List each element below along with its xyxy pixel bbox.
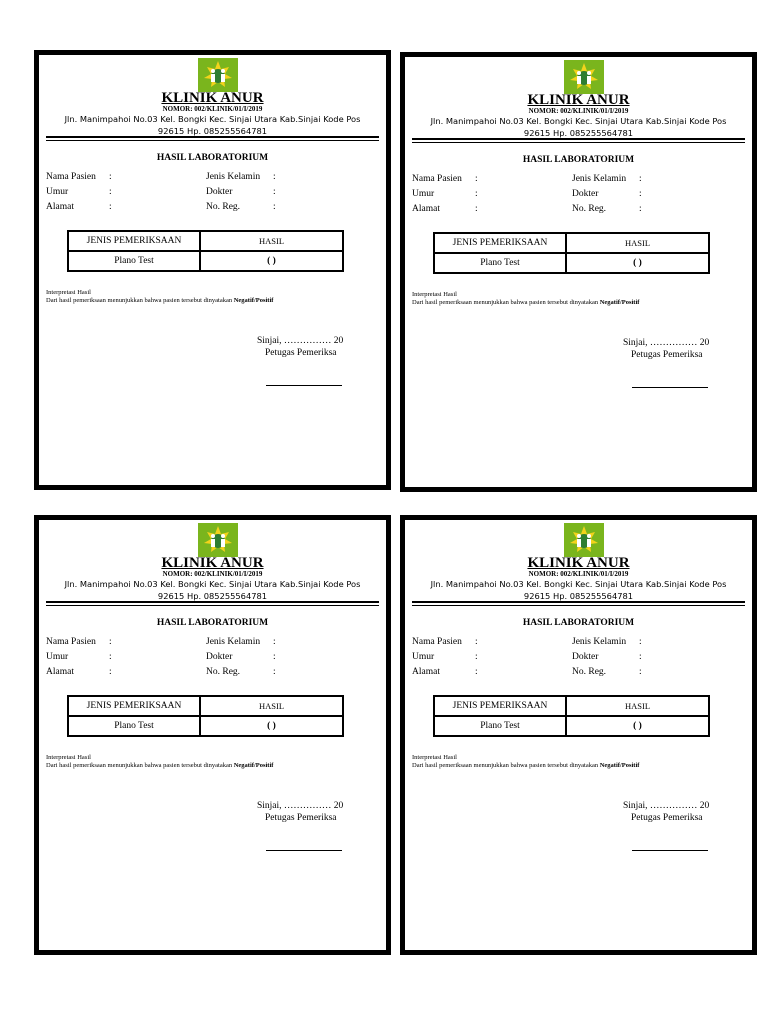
signature-line bbox=[632, 387, 708, 388]
clinic-logo-icon bbox=[564, 523, 604, 557]
clinic-address bbox=[45, 113, 380, 137]
colon-alamat: : bbox=[475, 667, 478, 677]
lab-result-card bbox=[400, 52, 757, 492]
interpretation-sentence bbox=[412, 299, 639, 307]
table-header-row bbox=[68, 231, 343, 251]
label-jenis-kelamin: Jenis Kelamin bbox=[572, 174, 627, 184]
signature-line bbox=[266, 385, 342, 386]
interpretation-result: Negatif/Positif bbox=[599, 299, 640, 306]
exam-table bbox=[433, 695, 710, 737]
clinic-name: KLINIK ANUR bbox=[527, 555, 630, 571]
report-heading: HASIL LABORATORIUM bbox=[156, 618, 269, 628]
colon-dokter: : bbox=[273, 187, 276, 197]
interpretation-label: Interpretasi Hasil bbox=[46, 754, 91, 761]
address-line-1: Jln. Manimpahoi No.03 Kel. Bongki Kec. Sinjai Utara Kab.Sinjai Kode Pos bbox=[430, 116, 727, 126]
header-hasil: HASIL bbox=[566, 696, 709, 716]
document-number: NOMOR: 002/KLINIK/01/I/2019 bbox=[162, 105, 263, 113]
address-line-1: Jln. Manimpahoi No.03 Kel. Bongki Kec. Sinjai Utara Kab.Sinjai Kode Pos bbox=[64, 579, 361, 589]
header-jenis-pemeriksaan: JENIS PEMERIKSAAN bbox=[434, 233, 566, 253]
header-jenis-pemeriksaan: JENIS PEMERIKSAAN bbox=[434, 696, 566, 716]
label-alamat: Alamat bbox=[412, 667, 440, 677]
label-dokter: Dokter bbox=[572, 189, 599, 199]
interpretation-block bbox=[46, 289, 273, 305]
header-divider-thick bbox=[412, 601, 745, 603]
header-divider-thick bbox=[412, 138, 745, 140]
signature-line bbox=[266, 850, 342, 851]
table-row bbox=[434, 253, 709, 273]
colon-no-reg: : bbox=[273, 202, 276, 212]
test-name-cell: Plano Test bbox=[434, 253, 566, 273]
test-result-cell: ( ) bbox=[566, 253, 709, 273]
label-nama-pasien: Nama Pasien bbox=[46, 172, 96, 182]
colon-alamat: : bbox=[109, 667, 112, 677]
document-number: NOMOR: 002/KLINIK/01/I/2019 bbox=[528, 107, 629, 115]
colon-no-reg: : bbox=[273, 667, 276, 677]
address-line-2: 92615 Hp. 085255564781 bbox=[523, 591, 634, 601]
clinic-logo-icon bbox=[198, 58, 238, 92]
interpretation-text: Dari hasil pemeriksaan menunjukkan bahwa pasien tersebut dinyatakan bbox=[46, 297, 234, 304]
interpretation-result: Negatif/Positif bbox=[599, 762, 640, 769]
label-no-reg: No. Reg. bbox=[206, 667, 241, 677]
header-divider-thick bbox=[46, 601, 379, 603]
clinic-name: KLINIK ANUR bbox=[161, 90, 264, 106]
header-hasil: HASIL bbox=[200, 231, 343, 251]
colon-dokter: : bbox=[273, 652, 276, 662]
officer-label: Petugas Pemeriksa bbox=[265, 813, 337, 823]
label-jenis-kelamin: Jenis Kelamin bbox=[572, 637, 627, 647]
header-divider-thin bbox=[412, 605, 745, 606]
colon-jenis-kelamin: : bbox=[273, 637, 276, 647]
table-row bbox=[434, 716, 709, 736]
report-heading: HASIL LABORATORIUM bbox=[522, 618, 635, 628]
label-no-reg: No. Reg. bbox=[206, 202, 241, 212]
header-divider-thin bbox=[46, 605, 379, 606]
sign-place-date: Sinjai, …………… 20 bbox=[257, 336, 344, 346]
interpretation-sentence bbox=[46, 762, 273, 770]
address-line-2: 92615 Hp. 085255564781 bbox=[523, 128, 634, 138]
clinic-logo-icon bbox=[564, 60, 604, 94]
header-hasil: HASIL bbox=[566, 233, 709, 253]
test-result-cell: ( ) bbox=[200, 716, 343, 736]
colon-nama-pasien: : bbox=[109, 637, 112, 647]
label-dokter: Dokter bbox=[206, 652, 233, 662]
colon-dokter: : bbox=[639, 189, 642, 199]
header-jenis-pemeriksaan: JENIS PEMERIKSAAN bbox=[68, 696, 200, 716]
colon-alamat: : bbox=[109, 202, 112, 212]
label-umur: Umur bbox=[412, 189, 435, 199]
clinic-address bbox=[411, 115, 746, 139]
report-heading: HASIL LABORATORIUM bbox=[522, 155, 635, 165]
interpretation-text: Dari hasil pemeriksaan menunjukkan bahwa pasien tersebut dinyatakan bbox=[412, 299, 600, 306]
interpretation-block bbox=[412, 754, 639, 770]
interpretation-label: Interpretasi Hasil bbox=[412, 291, 457, 298]
interpretation-text: Dari hasil pemeriksaan menunjukkan bahwa pasien tersebut dinyatakan bbox=[46, 762, 234, 769]
address-line-1: Jln. Manimpahoi No.03 Kel. Bongki Kec. Sinjai Utara Kab.Sinjai Kode Pos bbox=[430, 579, 727, 589]
test-name-cell: Plano Test bbox=[68, 251, 200, 271]
interpretation-label: Interpretasi Hasil bbox=[412, 754, 457, 761]
header-divider-thick bbox=[46, 136, 379, 138]
sign-place-date: Sinjai, …………… 20 bbox=[257, 801, 344, 811]
table-header-row bbox=[434, 696, 709, 716]
address-line-2: 92615 Hp. 085255564781 bbox=[157, 591, 268, 601]
address-line-2: 92615 Hp. 085255564781 bbox=[157, 126, 268, 136]
label-no-reg: No. Reg. bbox=[572, 667, 607, 677]
colon-umur: : bbox=[109, 652, 112, 662]
clinic-address bbox=[45, 578, 380, 602]
label-nama-pasien: Nama Pasien bbox=[412, 637, 462, 647]
sign-place-date: Sinjai, …………… 20 bbox=[623, 338, 710, 348]
lab-result-card bbox=[34, 515, 391, 955]
interpretation-sentence bbox=[412, 762, 639, 770]
colon-no-reg: : bbox=[639, 667, 642, 677]
lab-result-card bbox=[34, 50, 391, 490]
label-umur: Umur bbox=[46, 187, 69, 197]
label-dokter: Dokter bbox=[572, 652, 599, 662]
colon-nama-pasien: : bbox=[475, 174, 478, 184]
exam-table bbox=[67, 230, 344, 272]
interpretation-label: Interpretasi Hasil bbox=[46, 289, 91, 296]
label-no-reg: No. Reg. bbox=[572, 204, 607, 214]
table-header-row bbox=[434, 233, 709, 253]
colon-nama-pasien: : bbox=[475, 637, 478, 647]
exam-table bbox=[67, 695, 344, 737]
colon-nama-pasien: : bbox=[109, 172, 112, 182]
label-alamat: Alamat bbox=[412, 204, 440, 214]
label-nama-pasien: Nama Pasien bbox=[412, 174, 462, 184]
label-jenis-kelamin: Jenis Kelamin bbox=[206, 172, 261, 182]
colon-umur: : bbox=[475, 189, 478, 199]
sign-place-date: Sinjai, …………… 20 bbox=[623, 801, 710, 811]
label-umur: Umur bbox=[412, 652, 435, 662]
document-number: NOMOR: 002/KLINIK/01/I/2019 bbox=[528, 570, 629, 578]
interpretation-sentence bbox=[46, 297, 273, 305]
interpretation-result: Negatif/Positif bbox=[233, 297, 274, 304]
colon-umur: : bbox=[109, 187, 112, 197]
label-jenis-kelamin: Jenis Kelamin bbox=[206, 637, 261, 647]
label-alamat: Alamat bbox=[46, 667, 74, 677]
colon-dokter: : bbox=[639, 652, 642, 662]
colon-jenis-kelamin: : bbox=[273, 172, 276, 182]
label-umur: Umur bbox=[46, 652, 69, 662]
interpretation-text: Dari hasil pemeriksaan menunjukkan bahwa pasien tersebut dinyatakan bbox=[412, 762, 600, 769]
table-row bbox=[68, 251, 343, 271]
colon-jenis-kelamin: : bbox=[639, 174, 642, 184]
officer-label: Petugas Pemeriksa bbox=[631, 350, 703, 360]
test-result-cell: ( ) bbox=[566, 716, 709, 736]
test-result-cell: ( ) bbox=[200, 251, 343, 271]
clinic-logo-icon bbox=[198, 523, 238, 557]
colon-umur: : bbox=[475, 652, 478, 662]
officer-label: Petugas Pemeriksa bbox=[631, 813, 703, 823]
lab-result-card bbox=[400, 515, 757, 955]
header-hasil: HASIL bbox=[200, 696, 343, 716]
label-dokter: Dokter bbox=[206, 187, 233, 197]
test-name-cell: Plano Test bbox=[68, 716, 200, 736]
header-jenis-pemeriksaan: JENIS PEMERIKSAAN bbox=[68, 231, 200, 251]
interpretation-result: Negatif/Positif bbox=[233, 762, 274, 769]
clinic-name: KLINIK ANUR bbox=[527, 92, 630, 108]
header-divider-thin bbox=[46, 140, 379, 141]
address-line-1: Jln. Manimpahoi No.03 Kel. Bongki Kec. Sinjai Utara Kab.Sinjai Kode Pos bbox=[64, 114, 361, 124]
colon-alamat: : bbox=[475, 204, 478, 214]
report-heading: HASIL LABORATORIUM bbox=[156, 153, 269, 163]
clinic-address bbox=[411, 578, 746, 602]
label-nama-pasien: Nama Pasien bbox=[46, 637, 96, 647]
interpretation-block bbox=[46, 754, 273, 770]
interpretation-block bbox=[412, 291, 639, 307]
colon-jenis-kelamin: : bbox=[639, 637, 642, 647]
officer-label: Petugas Pemeriksa bbox=[265, 348, 337, 358]
exam-table bbox=[433, 232, 710, 274]
header-divider-thin bbox=[412, 142, 745, 143]
table-row bbox=[68, 716, 343, 736]
clinic-name: KLINIK ANUR bbox=[161, 555, 264, 571]
test-name-cell: Plano Test bbox=[434, 716, 566, 736]
document-number: NOMOR: 002/KLINIK/01/I/2019 bbox=[162, 570, 263, 578]
signature-line bbox=[632, 850, 708, 851]
label-alamat: Alamat bbox=[46, 202, 74, 212]
table-header-row bbox=[68, 696, 343, 716]
colon-no-reg: : bbox=[639, 204, 642, 214]
